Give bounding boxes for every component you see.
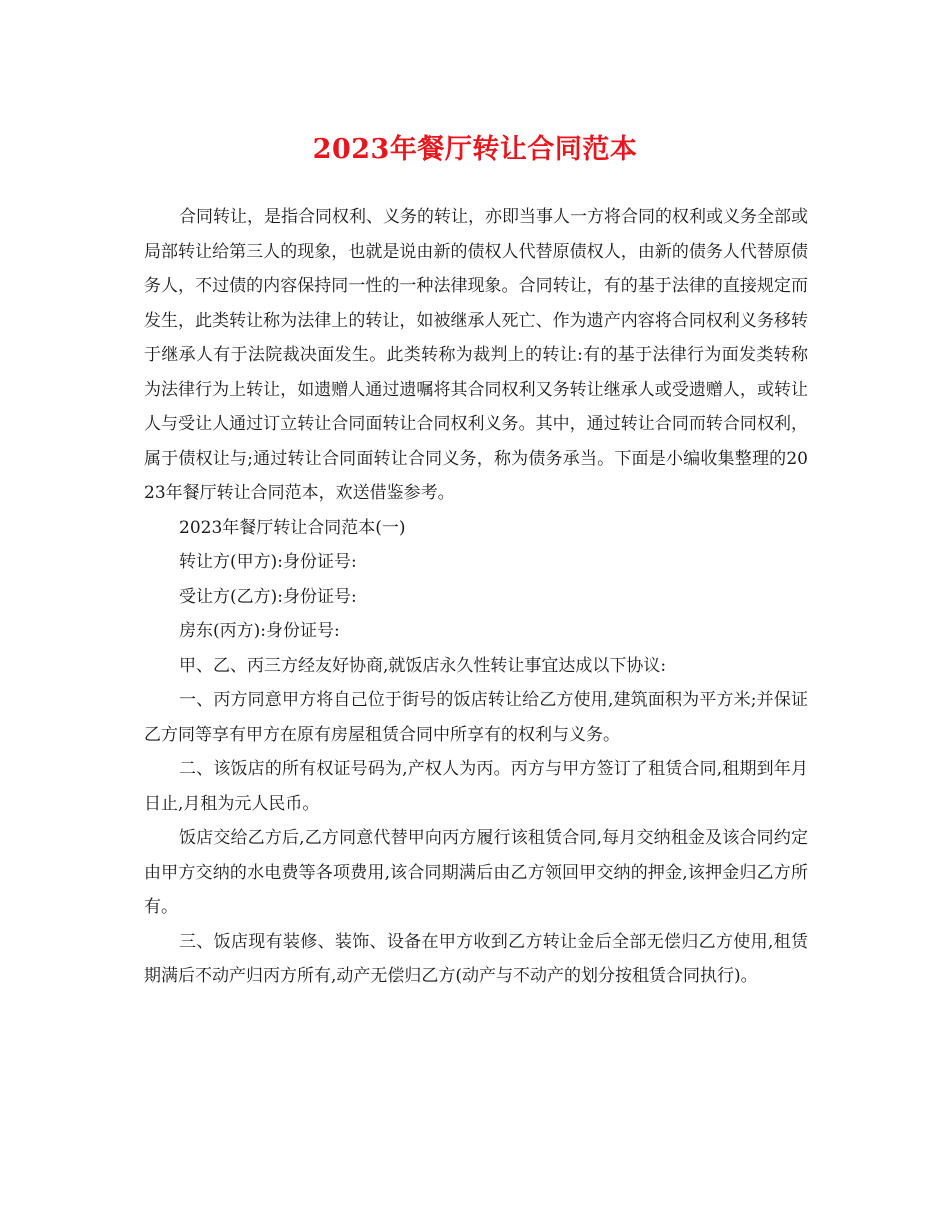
paragraph-clause-1: 一、丙方同意甲方将自己位于街号的饭店转让给乙方使用,建筑面积为平方米;并保证乙方同等享有甲方在原有房屋租赁合同中所享有的权利与义务。 xyxy=(144,690,808,745)
paragraph-party-c: 房东(丙方):身份证号: xyxy=(179,621,340,641)
paragraph-party-b: 受让方(乙方):身份证号: xyxy=(179,586,357,607)
paragraph-agreement: 甲、乙、丙三方经友好协商,就饭店永久性转让事宜达成以下协议: xyxy=(179,655,667,676)
paragraph-clause-2-cont: 饭店交给乙方后,乙方同意代替甲向丙方履行该租赁合同,每月交纳租金及该合同约定由甲方交纳的水电费等各项费用,该合同期满后由乙方领回甲交纳的押金,该押金归乙方所有。 xyxy=(144,828,808,917)
document-title: 2023年餐厅转让合同范本 xyxy=(312,134,638,165)
document-body xyxy=(144,200,808,994)
paragraph-clause-2: 二、该饭店的所有权证号码为,产权人为丙。丙方与甲方签订了租赁合同,租期到年月日止,月租为元人民币。 xyxy=(144,759,808,814)
paragraph-party-a: 转让方(甲方):身份证号: xyxy=(179,552,357,572)
paragraph-section-heading: 2023年餐厅转让合同范本(一) xyxy=(179,517,406,538)
paragraph-clause-3: 三、饭店现有装修、装饰、设备在甲方收到乙方转让金后全部无偿归乙方使用,租赁期满后不动产归丙方所有,动产无偿归乙方(动产与不动产的划分按租赁合同执行)。 xyxy=(144,931,808,986)
paragraph-intro: 合同转让，是指合同权利、义务的转让，亦即当事人一方将合同的权利或义务全部或局部转让给第三人的现象，也就是说由新的债权人代替原债权人，由新的债务人代替原债务人，不过债的内容保持同一性的一种法律现象。合同转让，有的基于法律的直接规定而发生，此类转让称为法律上的转让，如被继承人死亡、作为遗产内容将合同权利义务移转于继承人有于法院裁决面发生。此类转称为裁判上的转让:有的基于法律行为面发类转称为法律行为上转让，如遗赠人通过遗嘱将其合同权利又务转让继承人或受遗赠人，或转让人与受让人通过订立转让合同面转让合同权利义务。其中，通过转让合同而转合同权利，属于债权让与;通过转让合同面转让合同义务，称为债务承当。下面是小编收集整理的2023年餐厅转让合同范本，欢送借鉴参考。 xyxy=(144,207,808,503)
